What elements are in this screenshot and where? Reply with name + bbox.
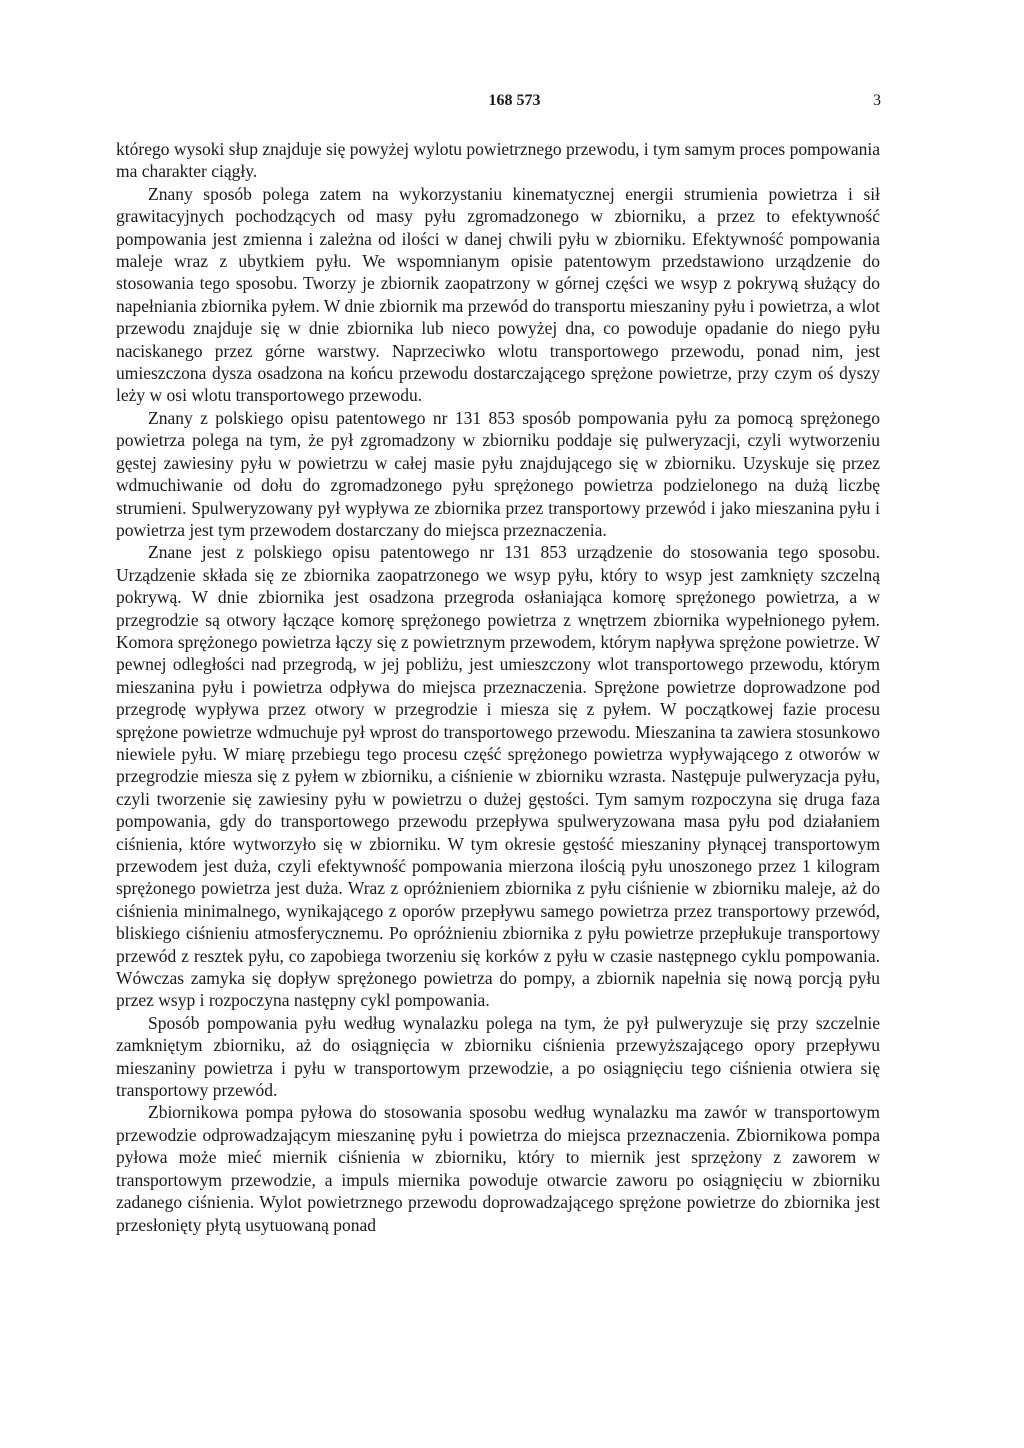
page-number: 3 xyxy=(873,92,881,109)
paragraph: Zbiornikowa pompa pyłowa do stosowania sposobu według wynalazku ma zawór w transportowym przewodzie odprowadzającym mieszaninę pyłu i powietrza do miejsca przeznaczenia. Zbiornikowa pompa pyłowa może mieć miernik ciśnienia w zbiorniku, który to miernik jest sprzężony z zaworem w transportowym przewodzie, a impuls miernika powoduje otwarcie zaworu po osiągnięciu w zbiorniku zadanego ciśnienia. Wylot powietrznego przewodu doprowadzającego sprężone powietrze do zbiornika jest przesłonięty płytą usytuowaną ponad xyxy=(116,1102,880,1235)
paragraph: Sposób pompowania pyłu według wynalazku polega na tym, że pył pulweryzuje się przy szczelnie zamkniętym zbiorniku, aż do osiągnięcia w zbiorniku ciśnienia przewyższającego opory przepływu mieszaniny powietrza i pyłu w transportowym przewodzie, a po osiągnięciu tego ciśnienia otwiera się transportowy przewód. xyxy=(116,1012,880,1101)
body-text xyxy=(116,138,880,1236)
patent-number: 168 573 xyxy=(488,92,541,109)
paragraph: którego wysoki słup znajduje się powyżej wylotu powietrznego przewodu, i tym samym proces pompowania ma charakter ciągły. xyxy=(116,139,881,182)
page-header xyxy=(148,92,881,116)
paragraph: Znany z polskiego opisu patentowego nr 131 853 sposób pompowania pyłu za pomocą sprężonego powietrza polega na tym, że pył zgromadzony w zbiorniku poddaje się pulweryzacji, czyli wytworzeniu gęstej zawiesiny pyłu w powietrzu w całej masie pyłu znajdującego się w zbiorniku. Uzyskuje się przez wdmuchiwanie od dołu do zgromadzonego pyłu sprężonego powietrza podzielonego na dużą liczbę strumieni. Spulweryzowany pył wypływa ze zbiornika przez transportowy przewód i jako mieszanina pyłu i powietrza jest tym przewodem dostarczany do miejsca przeznaczenia. xyxy=(116,407,880,540)
paragraph: Znane jest z polskiego opisu patentowego nr 131 853 urządzenie do stosowania tego sposobu. Urządzenie składa się ze zbiornika zaopatrzonego we wsyp pyłu, który to wsyp jest zamknięty szczelną pokrywą. W dnie zbiornika jest osadzona przegroda osłaniająca komorę sprężonego powietrza, a w przegrodzie są otwory łączące komorę sprężonego powietrza z wnętrzem zbiornika wypełnionego pyłem. Komora sprężonego powietrza łączy się z powietrznym przewodem, którym napływa sprężone powietrze. W pewnej odległości nad przegrodą, w jej pobliżu, jest umieszczony wlot transportowego przewodu, którym mieszanina pyłu i powietrza odpływa do miejsca przeznaczenia. Sprężone powietrze doprowadzone pod przegrodę wypływa przez otwory w przegrodzie i miesza się z pyłem. W początkowej fazie procesu sprężone powietrze wdmuchuje pył wprost do transportowego przewodu. Mieszanina ta zawiera stosunkowo niewiele pyłu. W miarę przebiegu tego procesu część sprężonego powietrza wypływającego z otworów w przegrodzie miesza się z pyłem w zbiorniku, a ciśnienie w zbiorniku wzrasta. Następuje pulweryzacja pyłu, czyli tworzenie się zawiesiny pyłu w powietrzu o dużej gęstości. Tym samym rozpoczyna się druga faza pompowania, gdy do transportowego przewodu przepływa spulweryzowana masa pyłu pod działaniem ciśnienia, które wytworzyło się w zbiorniku. W tym okresie gęstość mieszaniny płynącej transportowym przewodem jest duża, czyli efektywność pompowania mierzona ilością pyłu unoszonego przez 1 kilogram sprężonego powietrza jest duża. Wraz z opróżnieniem zbiornika z pyłu ciśnienie w zbiorniku maleje, aż do ciśnienia minimalnego, wynikającego z oporów przepływu samego powietrza przez transportowy przewód, bliskiego ciśnieniu atmosferycznemu. Po opróżnieniu zbiornika z pyłu powietrze przepłukuje transportowy przewód z resztek pyłu, co zapobiega tworzeniu się korków z pyłu w czasie następnego cyklu pompowania. Wówczas zamyka się dopływ sprężonego powietrza do pompy, a zbiornik napełnia się nową porcją pyłu przez wsyp i rozpoczyna następny cykl pompowania. xyxy=(116,542,880,1011)
paragraph: Znany sposób polega zatem na wykorzystaniu kinematycznej energii strumienia powietrza i sił grawitacyjnych pochodzących od masy pyłu zgromadzonego w zbiorniku, a przez to efektywność pompowania jest zmienna i zależna od ilości w danej chwili pyłu w zbiorniku. Efektywność pompowania maleje wraz z ubytkiem pyłu. We wspomnianym opisie patentowym przedstawiono urządzenie do stosowania tego sposobu. Tworzy je zbiornik zaopatrzony w górnej części we wsyp z pokrywą służący do napełniania zbiornika pyłem. W dnie zbiornik ma przewód do transportu mieszaniny pyłu i powietrza, a wlot przewodu znajduje się w dnie zbiornika lub nieco powyżej dna, co powoduje opadanie do niego pyłu naciskanego przez górne warstwy. Naprzeciwko wlotu transportowego przewodu, ponad nim, jest umieszczona dysza osadzona na końcu przewodu dostarczającego sprężone powietrze, przy czym oś dyszy leży w osi wlotu transportowego przewodu. xyxy=(116,183,880,406)
